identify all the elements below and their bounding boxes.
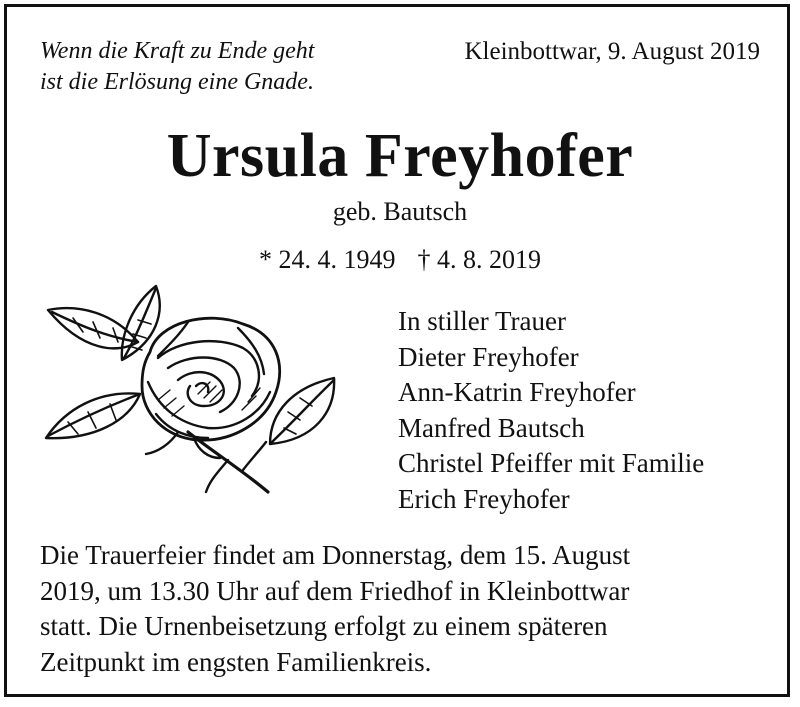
mourner-name: Dieter Freyhofer xyxy=(398,341,579,372)
ceremony-info xyxy=(40,538,770,680)
motto-quote xyxy=(40,36,314,98)
birth-name: geb. Bautsch xyxy=(332,197,468,226)
ceremony-line-3: statt. Die Urnenbeisetzung erfolgt zu einem späteren xyxy=(40,611,608,641)
deceased-name: Ursula Freyhofer xyxy=(166,122,634,190)
life-dates xyxy=(0,244,800,276)
place-and-date: Kleinbottwar, 9. August 2019 xyxy=(464,38,760,65)
motto-line-2: ist die Erlösung eine Gnade. xyxy=(40,69,314,95)
motto-line-1: Wenn die Kraft zu Ende geht xyxy=(40,38,315,64)
mourner-name: Erich Freyhofer xyxy=(398,483,570,514)
mourner-name: Ann-Katrin Freyhofer xyxy=(398,377,636,407)
death-date: † 4. 8. 2019 xyxy=(417,245,541,274)
mourners-list xyxy=(398,304,704,517)
ceremony-line-4: Zeitpunkt im engsten Familienkreis. xyxy=(40,646,432,677)
ceremony-line-2: 2019, um 13.30 Uhr auf dem Friedhof in Kleinbottwar xyxy=(40,575,630,606)
birth-date: * 24. 4. 1949 xyxy=(259,245,396,274)
rose-illustration xyxy=(38,282,358,504)
mourners-heading: In stiller Trauer xyxy=(398,306,566,336)
mourner-name: Manfred Bautsch xyxy=(398,412,585,443)
mourner-name: Christel Pfeiffer mit Familie xyxy=(398,448,705,478)
ceremony-line-1: Die Trauerfeier findet am Donnerstag, dem 15. August xyxy=(40,540,631,570)
